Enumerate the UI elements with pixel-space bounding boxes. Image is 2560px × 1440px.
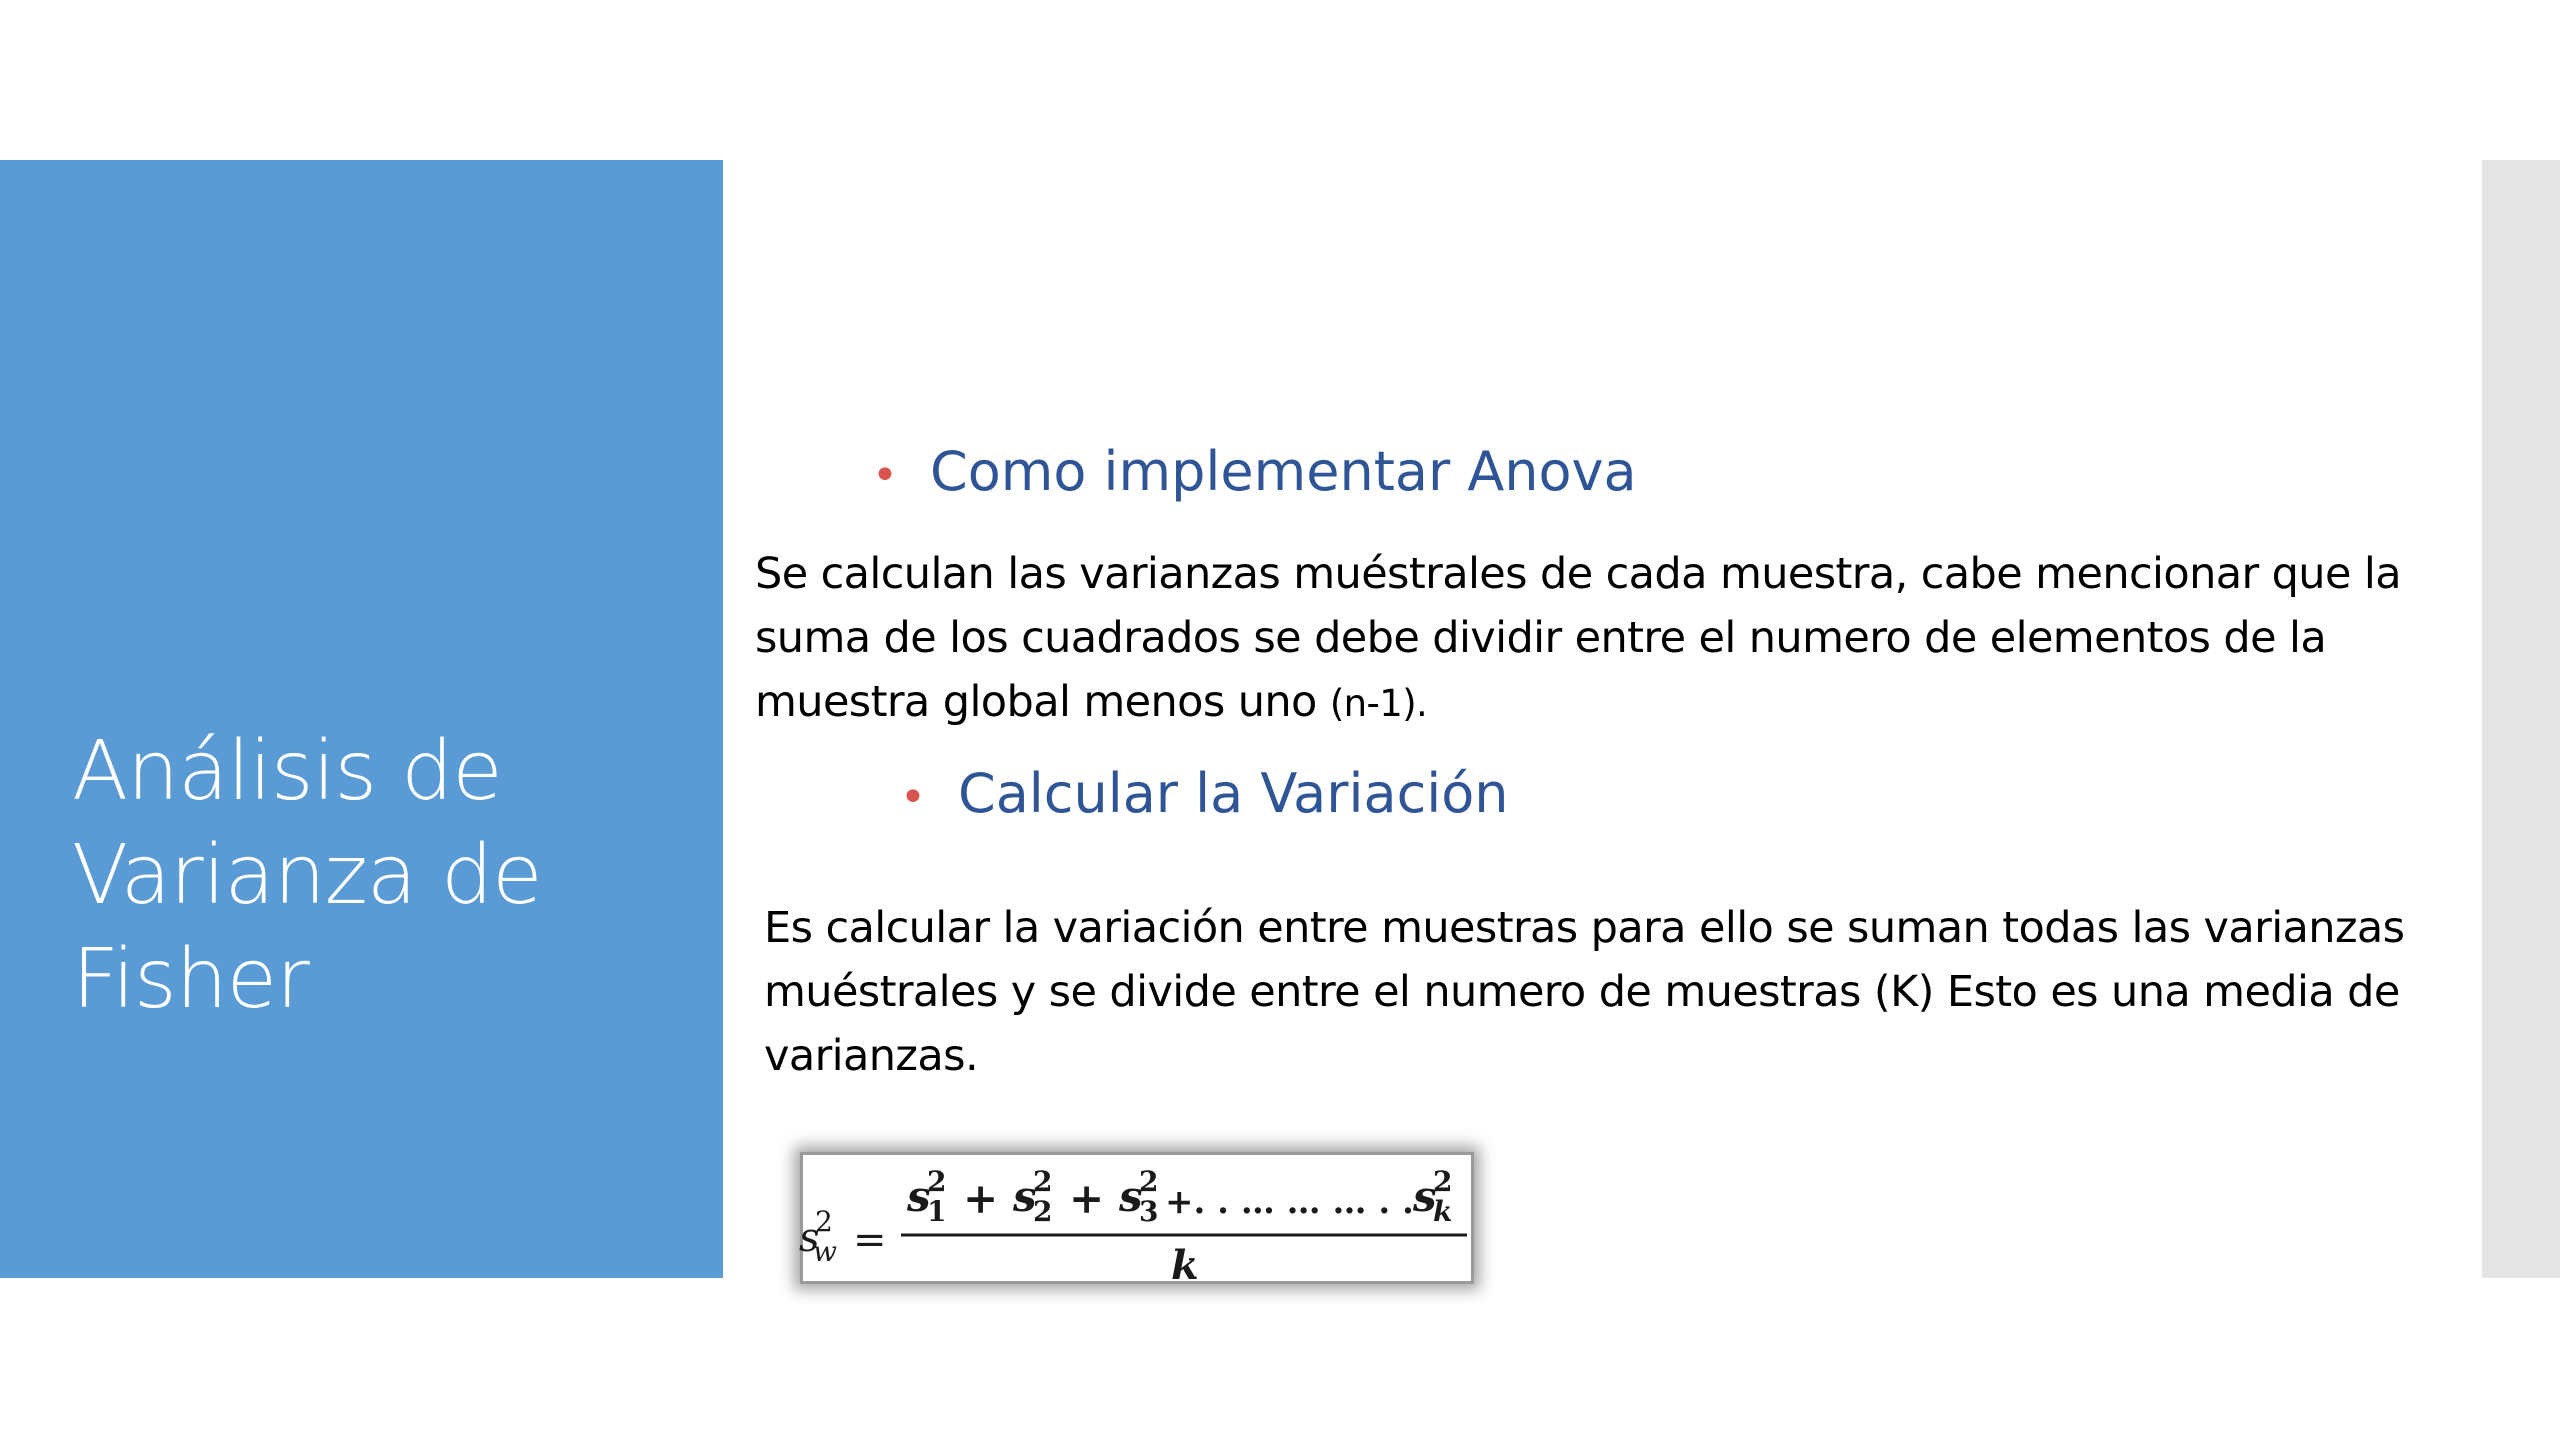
formula-image	[799, 1152, 1474, 1289]
formula-term-2-base: s	[1013, 1172, 1037, 1221]
paragraph-variacion: Es calcular la variación entre muestras para ello se suman todas las varianzas muéstrales y se divide entre el numero de muestras (K) Esto es una media de varianzas.	[764, 903, 2405, 1081]
formula-plus-2: +	[1069, 1174, 1105, 1223]
formula-term-1-base: s	[907, 1172, 931, 1221]
formula-term-1-sup: 2	[927, 1165, 947, 1198]
formula-equals: =	[853, 1217, 887, 1263]
bullet-heading: Calcular la Variación	[958, 762, 1509, 825]
bullet-dot-icon: •	[872, 450, 898, 501]
side-strip	[2482, 160, 2560, 1278]
paragraph-text: Se calculan las varianzas muéstrales de cada muestra, cabe mencionar que la suma de los cuadrados se debe dividir entre el numero de elementos de la muestra global menos uno	[755, 549, 2401, 727]
formula-term-k-sup: 2	[1433, 1165, 1453, 1198]
formula-term-1-sub: 1	[927, 1195, 947, 1228]
formula-lhs-sup: 2	[815, 1205, 833, 1238]
formula-term-k-base: s	[1413, 1172, 1437, 1221]
title-panel	[0, 160, 723, 1278]
formula-term-k-sub: k	[1433, 1195, 1453, 1228]
bullet-dot-icon: •	[900, 772, 926, 823]
formula-term-3-sup: 2	[1139, 1165, 1159, 1198]
formula-denominator: k	[1171, 1242, 1199, 1289]
bullet-item-anova	[872, 440, 1637, 503]
slide-title: Análisis de Varianza de Fisher	[72, 724, 542, 1027]
formula-term-2-sub: 2	[1033, 1195, 1053, 1228]
formula-term-3-sub: 3	[1139, 1195, 1159, 1228]
formula-svg	[799, 1155, 1471, 1289]
formula-ellipsis: +. . … … … . .	[1165, 1182, 1414, 1222]
formula-lhs-base: s	[799, 1215, 820, 1261]
formula-term-3-base: s	[1119, 1172, 1143, 1221]
bullet-item-variacion	[900, 762, 1509, 825]
formula-plus-1: +	[963, 1174, 999, 1223]
bullet-heading: Como implementar Anova	[930, 440, 1637, 503]
paragraph-anova	[755, 542, 2465, 736]
paragraph-suffix: (n-1).	[1329, 682, 1428, 725]
formula-term-2-sup: 2	[1033, 1165, 1053, 1198]
formula-lhs-sub: w	[813, 1235, 837, 1268]
